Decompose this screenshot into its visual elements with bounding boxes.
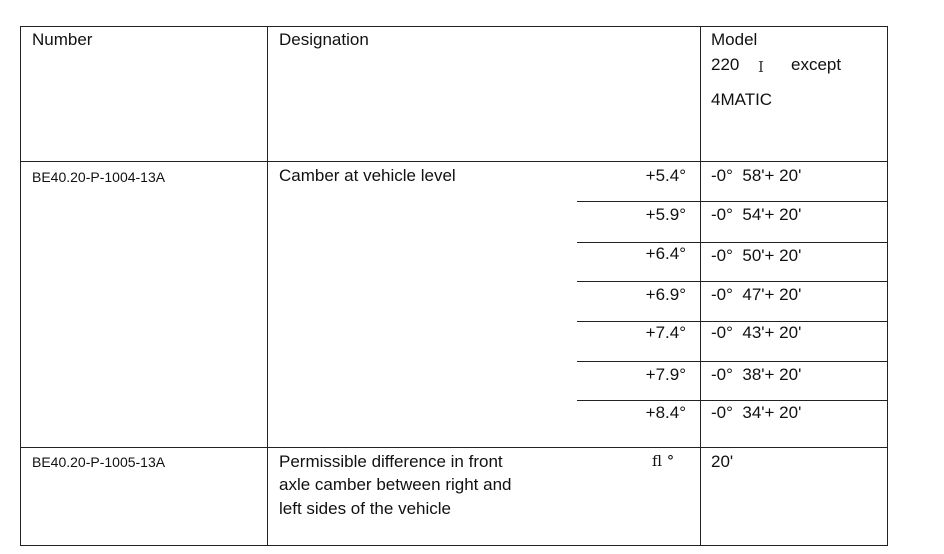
row2-value: 20' [711,452,734,471]
sub-row-divider [577,321,888,322]
row2-number: BE40.20-P-1005-13A [32,454,166,470]
column-divider-designation [700,26,701,546]
row-divider [20,447,888,448]
column-divider-number [267,26,268,546]
sub-row-divider [577,201,888,202]
row1-value: -0° 34'+ 20' [711,403,802,422]
row2-designation-line1: Permissible difference in front [279,452,503,471]
header-model: Model [711,30,758,49]
row1-level: +5.4° [645,166,686,185]
i-beam-cursor-icon: Ι [758,58,764,76]
row2-designation-line2: axle camber between right and [279,475,512,494]
sub-row-divider [577,281,888,282]
row1-level: +7.4° [645,323,686,342]
header-row-divider [20,161,888,162]
sub-row-divider [577,400,888,401]
header-model-4matic: 4MATIC [711,90,773,109]
row1-level: +7.9° [645,365,686,384]
row1-designation: Camber at vehicle level [279,166,456,185]
row2-designation-line3: left sides of the vehicle [279,499,451,518]
row1-value: -0° 38'+ 20' [711,365,802,384]
row1-level: +6.4° [645,244,686,263]
row1-level: +8.4° [645,403,686,422]
row1-value: -0° 47'+ 20' [711,285,802,304]
row1-value: -0° 58'+ 20' [711,166,802,185]
header-model-except: except [791,55,842,74]
table-border-right [887,26,888,546]
row1-value: -0° 54'+ 20' [711,205,802,224]
header-number: Number [32,30,93,49]
table-border-left [20,26,21,546]
sub-row-divider [577,242,888,243]
row1-value: -0° 43'+ 20' [711,323,802,342]
row1-level: +6.9° [645,285,686,304]
sub-row-divider [577,361,888,362]
table-border-bottom [20,545,888,546]
row1-number: BE40.20-P-1004-13A [32,169,166,185]
header-designation: Designation [279,30,369,49]
table-border-top [20,26,888,27]
row2-level: fl ° [652,452,675,470]
row1-value: -0° 50'+ 20' [711,246,802,265]
header-model-220: 220 [711,55,740,74]
row1-level: +5.9° [645,205,686,224]
